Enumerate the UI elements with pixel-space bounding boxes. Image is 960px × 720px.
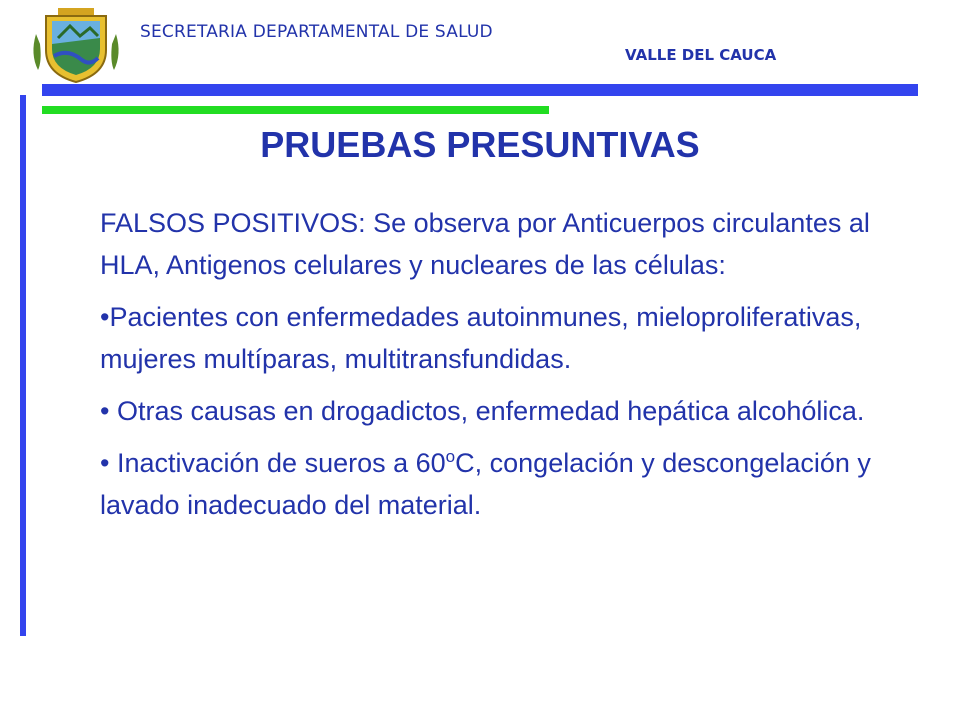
header-divider-blue xyxy=(42,84,918,96)
bullet-text-start: • Inactivación de sueros a 60 xyxy=(100,448,446,478)
header-divider-green xyxy=(42,106,549,114)
coat-of-arms-icon xyxy=(28,4,124,84)
region-name: VALLE DEL CAUCA xyxy=(625,46,777,64)
bullet-item: •Pacientes con enfermedades autoinmunes, mieloproliferativas, mujeres multíparas, multitransfundidas. xyxy=(100,302,862,374)
slide-title: PRUEBAS PRESUNTIVAS xyxy=(260,124,700,165)
bullet-item xyxy=(100,442,900,526)
organization-name: SECRETARIA DEPARTAMENTAL DE SALUD xyxy=(140,22,493,42)
bullet-item: • Otras causas en drogadictos, enfermedad hepática alcohólica. xyxy=(100,396,865,426)
coat-of-arms-logo xyxy=(28,4,124,84)
left-accent-bar xyxy=(20,95,26,636)
slide-body xyxy=(100,202,900,536)
intro-paragraph: FALSOS POSITIVOS: Se observa por Anticuerpos circulantes al HLA, Antigenos celulares y nucleares de las células: xyxy=(100,208,870,280)
bullet-text-end: C, congelación y descongelación y lavado inadecuado del material. xyxy=(100,448,871,520)
degree-superscript: o xyxy=(445,447,456,466)
